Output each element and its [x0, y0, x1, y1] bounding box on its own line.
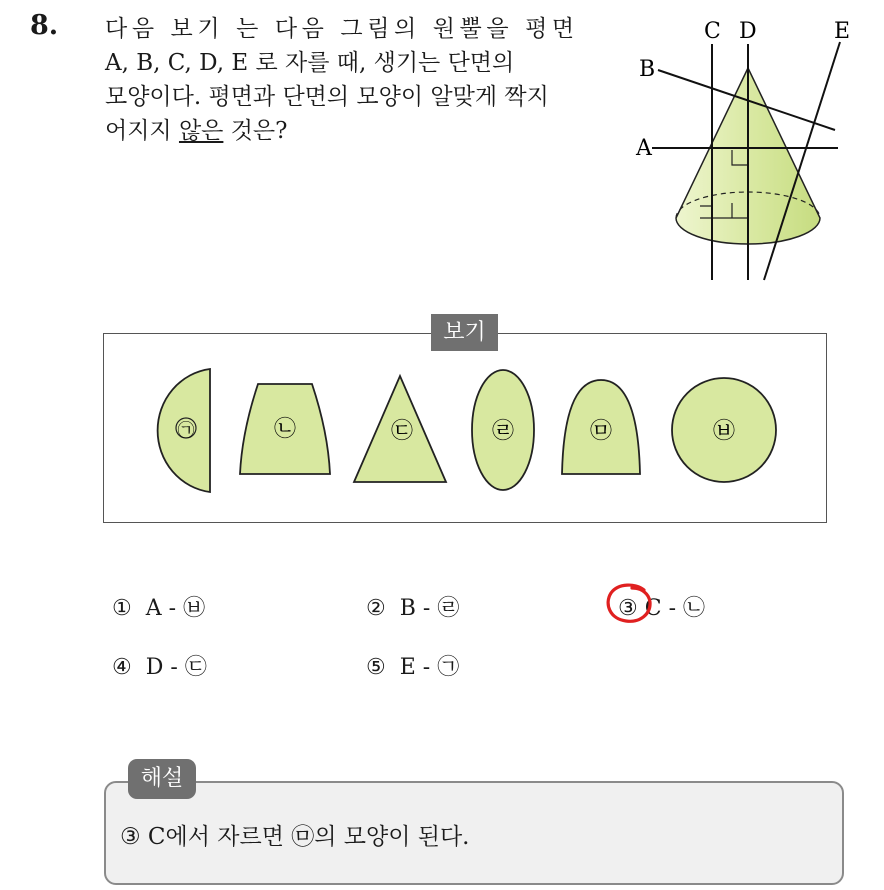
choice-plane: B: [399, 596, 416, 621]
solution-tag: 해설: [128, 759, 196, 799]
cone-figure: [630, 18, 860, 288]
shape-triangle: [354, 376, 446, 482]
choice-plane: C: [644, 596, 662, 621]
shape-label-3: ㉢: [390, 419, 414, 444]
question-line-4: [105, 114, 615, 148]
choice-number: ①: [112, 596, 132, 621]
bogi-shapes: [140, 362, 800, 502]
choice-plane: D: [145, 655, 164, 680]
choice-number: ②: [366, 596, 386, 621]
shape-trapezoid: [240, 384, 330, 474]
choice-1[interactable]: [112, 591, 205, 622]
label-d: D: [739, 19, 757, 44]
choice-shape: ㉡: [683, 596, 706, 621]
choice-number: ⑤: [366, 655, 386, 680]
choice-shape: ㉢: [184, 655, 207, 680]
bogi-tag: 보기: [431, 314, 498, 351]
label-a: A: [636, 136, 652, 161]
shape-label-2: ㉡: [273, 417, 297, 442]
label-b: B: [639, 57, 656, 82]
choice-separator: -: [422, 596, 431, 621]
shape-circle: [672, 378, 776, 482]
choice-2[interactable]: [366, 591, 459, 622]
shape-label-5: ㉤: [589, 419, 613, 444]
question-line-4-pre: 어지지: [105, 118, 179, 144]
shape-label-6: ㉥: [712, 419, 736, 444]
shape-parabola: [562, 380, 640, 474]
choice-separator: -: [168, 596, 177, 621]
choice-number: ③: [618, 596, 638, 621]
choice-4[interactable]: [112, 650, 207, 681]
choice-separator: -: [422, 655, 431, 680]
solution-text: ③ C에서 자르면 ㉤의 모양이 된다.: [120, 824, 470, 850]
underlined-word: 않은: [178, 118, 224, 144]
choice-separator: -: [170, 655, 178, 680]
choice-shape: ㉠: [437, 655, 460, 680]
question-line-2: A, B, C, D, E 로 자를 때, 생기는 단면의: [105, 50, 515, 76]
choice-5[interactable]: [366, 650, 459, 681]
answer-mark-circle: [604, 582, 656, 626]
shape-label-1: ㉠: [177, 421, 195, 441]
question-line-4-post: 것은?: [223, 118, 288, 144]
shape-half-circle: [158, 369, 210, 492]
choice-shape: ㉣: [437, 596, 460, 621]
shape-ellipse: [472, 370, 534, 490]
choice-shape: ㉥: [183, 596, 206, 621]
question-text: [105, 12, 615, 148]
label-c: C: [704, 19, 721, 44]
shape-label-4: ㉣: [491, 419, 515, 444]
question-line-3: 모양이다. 평면과 단면의 모양이 알맞게 짝지: [105, 84, 549, 110]
question-number: 8.: [30, 10, 59, 41]
question-line-1: 다음 보기 는 다음 그림의 원뿔을 평면: [105, 16, 579, 42]
choice-separator: -: [668, 596, 677, 621]
choice-number: ④: [112, 655, 132, 680]
label-e: E: [834, 19, 851, 44]
choice-plane: A: [145, 596, 162, 621]
choice-plane: E: [399, 655, 416, 680]
